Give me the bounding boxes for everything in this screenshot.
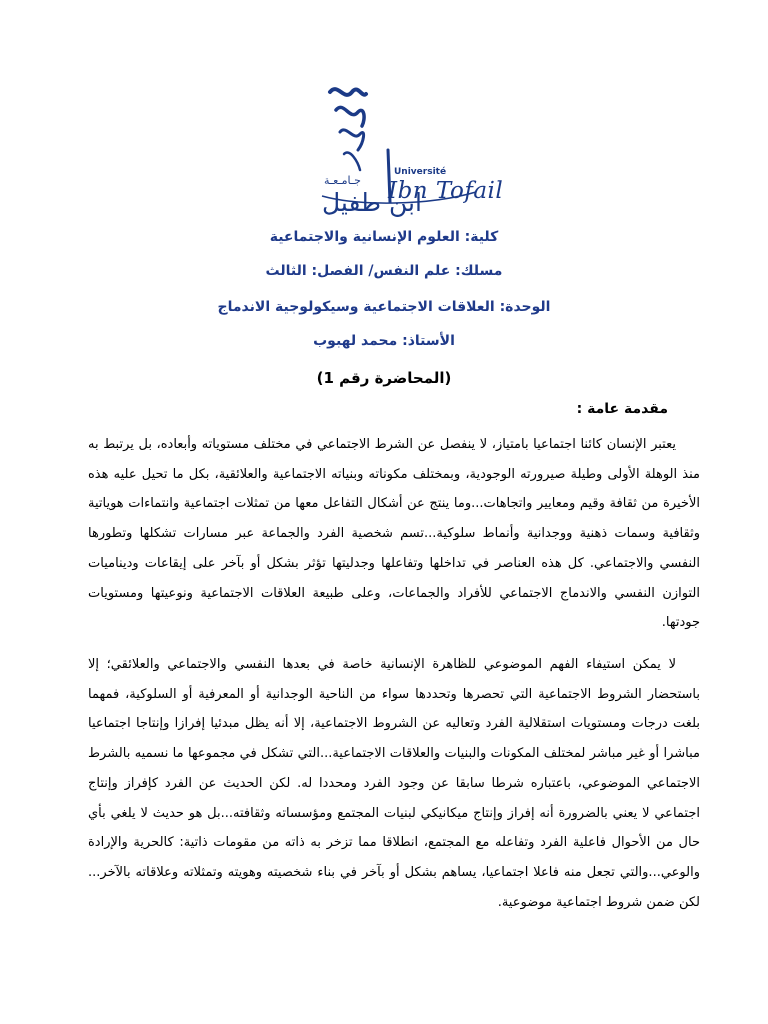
section-heading: مقدمة عامة :	[576, 401, 668, 417]
body-paragraph-2: لا يمكن استيفاء الفهم الموضوعي للظاهرة الإنسانية خاصة في بعدها النفسي والاجتماعي والعلائقي؛ إلا باستحضار الشروط الاجتماعية التي تحصرها وتحددها سواء من الناحية الوجدانية أو المعرفية أو السلوكية، فمهما بلغت درجات ومستويات استقلالية الفرد وتعاليه عن الشروط الاجتماعية، إلا أنه يظل مبدئيا إفرازا وإنتاجا اجتماعيا مباشرا أو غير مباشر لمختلف المكونات والبنيات والعلاقات الاجتماعية...التي تشكل في مجموعها ما نسميه بالشرط الاجتماعي الموضوعي، باعتباره شرطا سابقا عن وجود الفرد ومحددا له. لكن الحديث عن الفرد كإفراز وإنتاج اجتماعي لا يعني بالضرورة أنه إفراز وإنتاج ميكانيكي لبنيات المجتمع ومؤسساته وثقافته...بل هو حديث لا يلغي بأي حال من الأحوال فاعلية الفرد وتفاعله مع المجتمع، انطلاقا مما تزخر به ذاته من مقومات ذاتية: كالحرية والإرادة والوعي...والتي تجعل منه فاعلا اجتماعيا، يساهم بشكل أو بآخر في بناء شخصيته وهويته وتمثلاته وعلاقاته بالآخر... لكن ضمن شروط اجتماعية موضوعية.	[88, 657, 700, 910]
lecture-number: (المحاضرة رقم 1)	[316, 369, 452, 387]
logo-name-arabic: ابن طفيل	[322, 188, 422, 217]
track-line: مسلك: علم النفس/ الفصل: الثالث	[265, 263, 503, 279]
faculty-line: كلية: العلوم الإنسانية والاجتماعية	[269, 229, 499, 245]
logo-name-latin: Ibn Tofail	[388, 178, 504, 204]
module-line: الوحدة: العلاقات الاجتماعية وسيكولوجية الاندماج	[217, 299, 551, 315]
body-paragraph-1: يعتبر الإنسان كائنا اجتماعيا بامتياز، لا ينفصل عن الشرط الاجتماعي في مختلف مستوياته وأبعاده، بل يرتبط به منذ الوهلة الأولى وطيلة صيرورته الوجودية، وبمختلف مكوناته وبنياته الاجتماعية والعلائقية، بكل ما تحيل عليه هذه الأخيرة من ثقافة وقيم ومعايير واتجاهات...وما ينتج عن أشكال التفاعل معها من تمثلات اجتماعية وانتماءات هوياتية وثقافية وسمات ذهنية ووجدانية وأنماط سلوكية...تسم شخصية الفرد والجماعة عبر مسارات تشكلها وتطورها النفسي والاجتماعي. كل هذه العناصر في تداخلها وتفاعلها وجدليتها تؤثر بشكل أو بآخر على إيقاعات وديناميات التوازن النفسي والاندماج الاجتماعي للأفراد والجماعات، وعلى طبيعة العلاقات الاجتماعية ونوعيتها ومستويات جودتها.	[88, 437, 700, 631]
logo-university-label: Université	[394, 167, 447, 177]
logo-jamia-arabic: جـامـعـة	[324, 174, 361, 187]
professor-line: الأستاذ: محمد لهبوب	[313, 333, 455, 349]
